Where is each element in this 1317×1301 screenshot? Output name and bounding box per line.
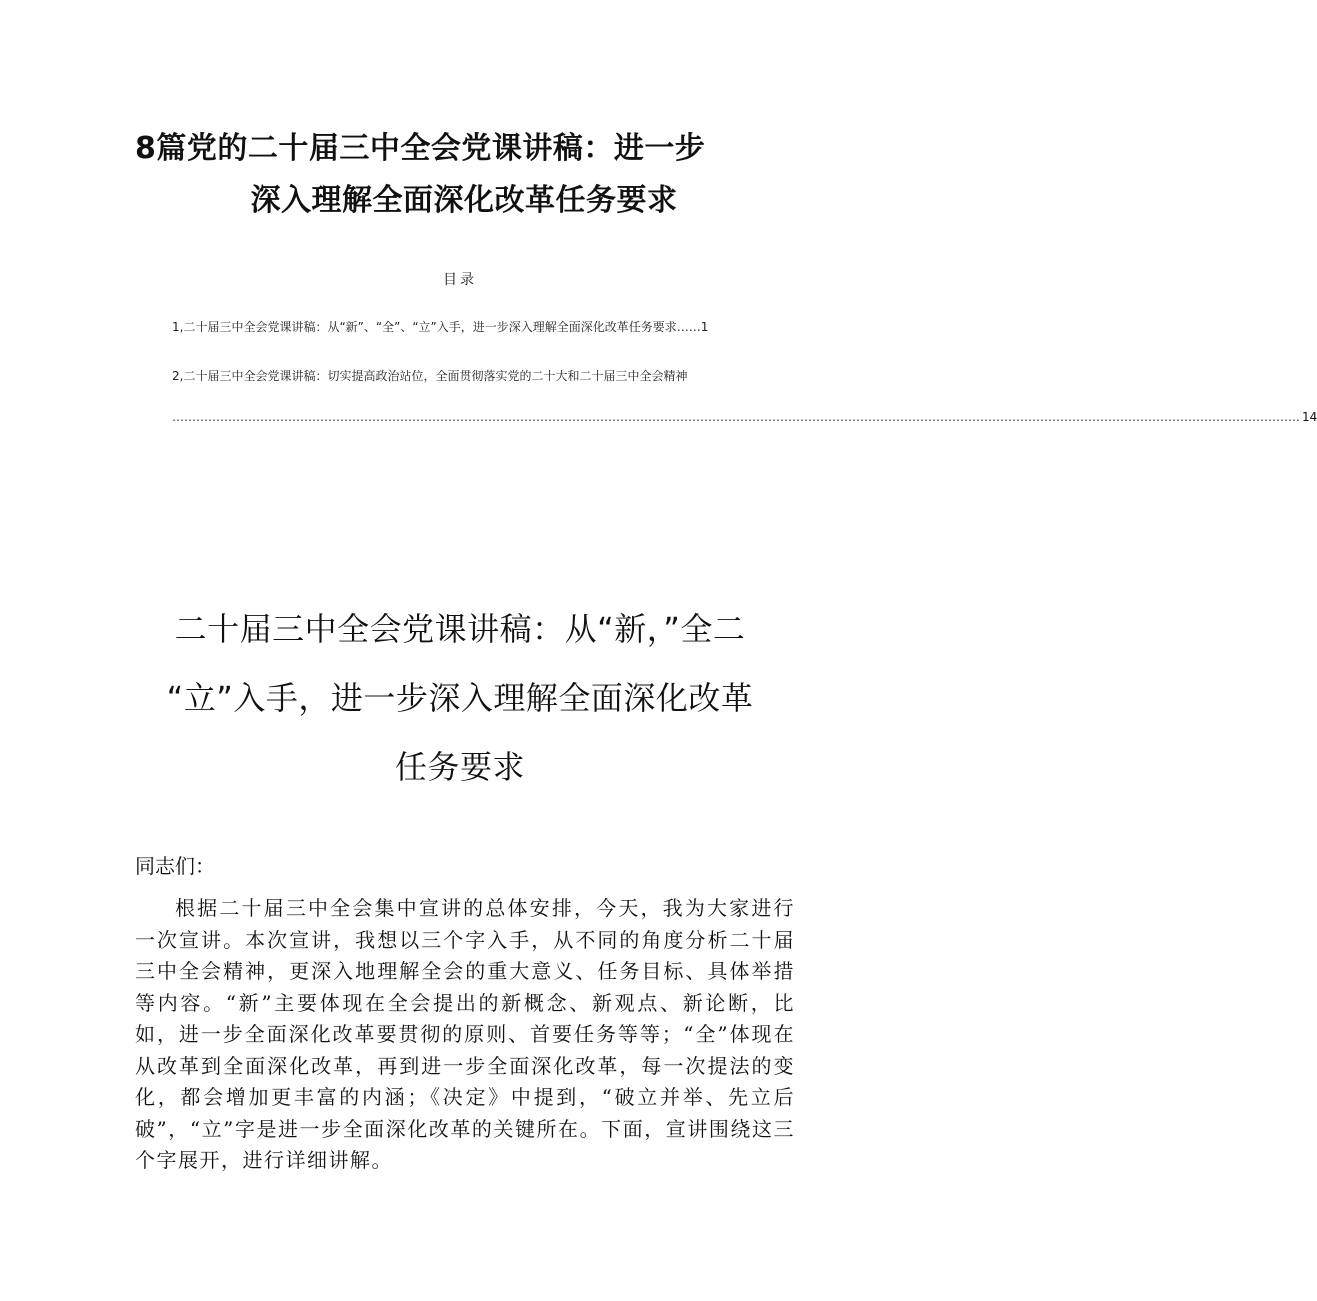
section-title-line-3: 任务要求 [394,748,525,786]
section-title-line-2: “立”入手，进一步深入理解全面深化改革 [166,679,754,717]
toc-item-1[interactable]: 1,二十届三中全会党课讲稿：从“新”、“全”、“立”入手，进一步深入理解全面深化改革任务要求……1 [172,320,709,334]
section-title-line-1: 二十届三中全会党课讲稿：从“新，”全二 [174,610,746,648]
toc-leader-dots: ………………………………………………………………………………………………………………………………………………………………………………………………………………………………………………………… [172,410,1300,424]
document-title-line-1: 8篇党的二十届三中全会党课讲稿：进一步 [135,131,706,166]
toc-item-2[interactable]: 2,二十届三中全会党课讲稿：切实提高政治站位，全面贯彻落实党的二十大和二十届三中全会精神 [172,369,688,383]
salutation: 同志们： [135,854,215,878]
toc-page-number: 14 [1302,410,1317,424]
toc-heading: 目录 [443,272,477,288]
body-paragraph: 根据二十届三中全会集中宣讲的总体安排，今天，我为大家进行一次宣讲。本次宣讲，我想以三个字入手，从不同的角度分析二十届三中全会精神，更深入地理解全会的重大意义、任务目标、具体举措等内容。“新”主要体现在全会提出的新概念、新观点、新论断，比如，进一步全面深化改革要贯彻的原则、首要任务等等；“全”体现在从改革到全面深化改革，再到进一步全面深化改革，每一次提法的变化，都会增加更丰富的内涵；《决定》中提到，“破立并举、先立后破”，“立”字是进一步全面深化改革的关键所在。下面，宣讲围绕这三个字展开，进行详细讲解。 [135,896,795,1172]
toc-item-2-leader-row[interactable] [172,410,1317,424]
document-title-line-2: 深入理解全面深化改革任务要求 [250,183,678,218]
